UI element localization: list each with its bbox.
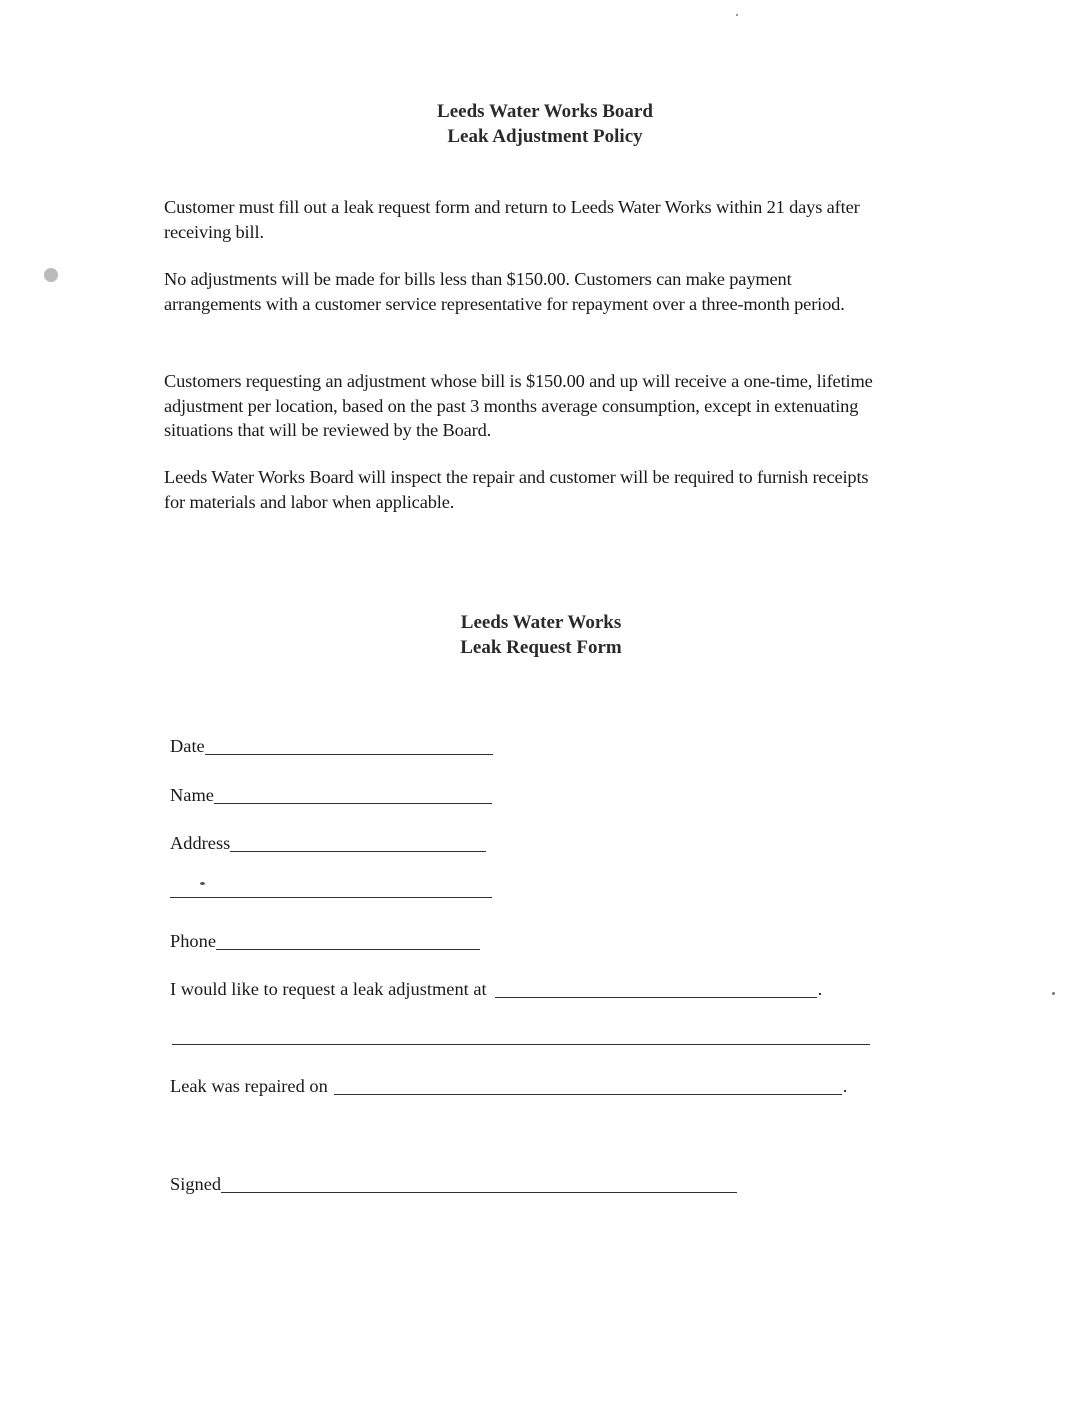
policy-paragraph-inspection: Leeds Water Works Board will inspect the repair and customer will be required to furnish receipts for materials and labor when applicable. — [164, 467, 869, 512]
name-input-line[interactable] — [214, 785, 492, 804]
scan-speck — [200, 882, 205, 885]
policy-title: Leak Adjustment Policy — [447, 126, 643, 147]
address-input-line[interactable] — [230, 833, 486, 852]
policy-paragraph-one-time-adjustment: Customers requesting an adjustment whose bill is $150.00 and up will receive a one-time, lifetime adjustment per location, based on the past 3 months average consumption, except in extenuating situations that will be reviewed by the Board. — [164, 371, 873, 440]
name-field — [170, 783, 492, 807]
signed-label: Signed — [170, 1174, 222, 1194]
form-title: Leak Request Form — [460, 637, 622, 658]
address-line2-field — [170, 879, 492, 901]
policy-paragraph-minimum-bill: No adjustments will be made for bills less than $150.00. Customers can make payment arrangements with a customer service representative for repayment over a three-month period. — [164, 269, 845, 314]
scan-speck — [1052, 992, 1055, 995]
repaired-on-field — [170, 1074, 847, 1098]
adjustment-location-period: . — [817, 979, 823, 999]
form-heading — [0, 610, 1078, 660]
policy-heading — [0, 99, 1078, 149]
address-line2-input-line[interactable] — [170, 879, 492, 898]
signed-field — [170, 1172, 737, 1196]
adjustment-location-input-line[interactable] — [495, 979, 817, 998]
adjustment-location-field — [170, 977, 822, 1001]
signature-input-line[interactable] — [221, 1174, 737, 1193]
date-label: Date — [170, 736, 205, 756]
policy-paragraph-deadline: Customer must fill out a leak request form and return to Leeds Water Works within 21 days after receiving bill. — [164, 197, 860, 242]
adjustment-location-line2-field — [170, 1026, 870, 1048]
form-org-title: Leeds Water Works — [460, 612, 622, 633]
date-input-line[interactable] — [205, 736, 493, 755]
address-field — [170, 831, 486, 855]
phone-input-line[interactable] — [216, 931, 480, 950]
adjustment-location-line2-input-line[interactable] — [172, 1026, 870, 1045]
adjustment-location-label: I would like to request a leak adjustment at — [170, 979, 487, 999]
phone-label: Phone — [170, 931, 216, 951]
repaired-on-input-line[interactable] — [334, 1076, 842, 1095]
address-label: Address — [170, 833, 231, 853]
name-label: Name — [170, 785, 214, 805]
repaired-on-label: Leak was repaired on — [170, 1076, 328, 1096]
policy-org-title: Leeds Water Works Board — [437, 101, 653, 122]
scan-speck — [44, 268, 58, 282]
date-field — [170, 734, 493, 758]
repaired-on-period: . — [842, 1076, 848, 1096]
scan-speck — [736, 14, 738, 16]
phone-field — [170, 929, 480, 953]
